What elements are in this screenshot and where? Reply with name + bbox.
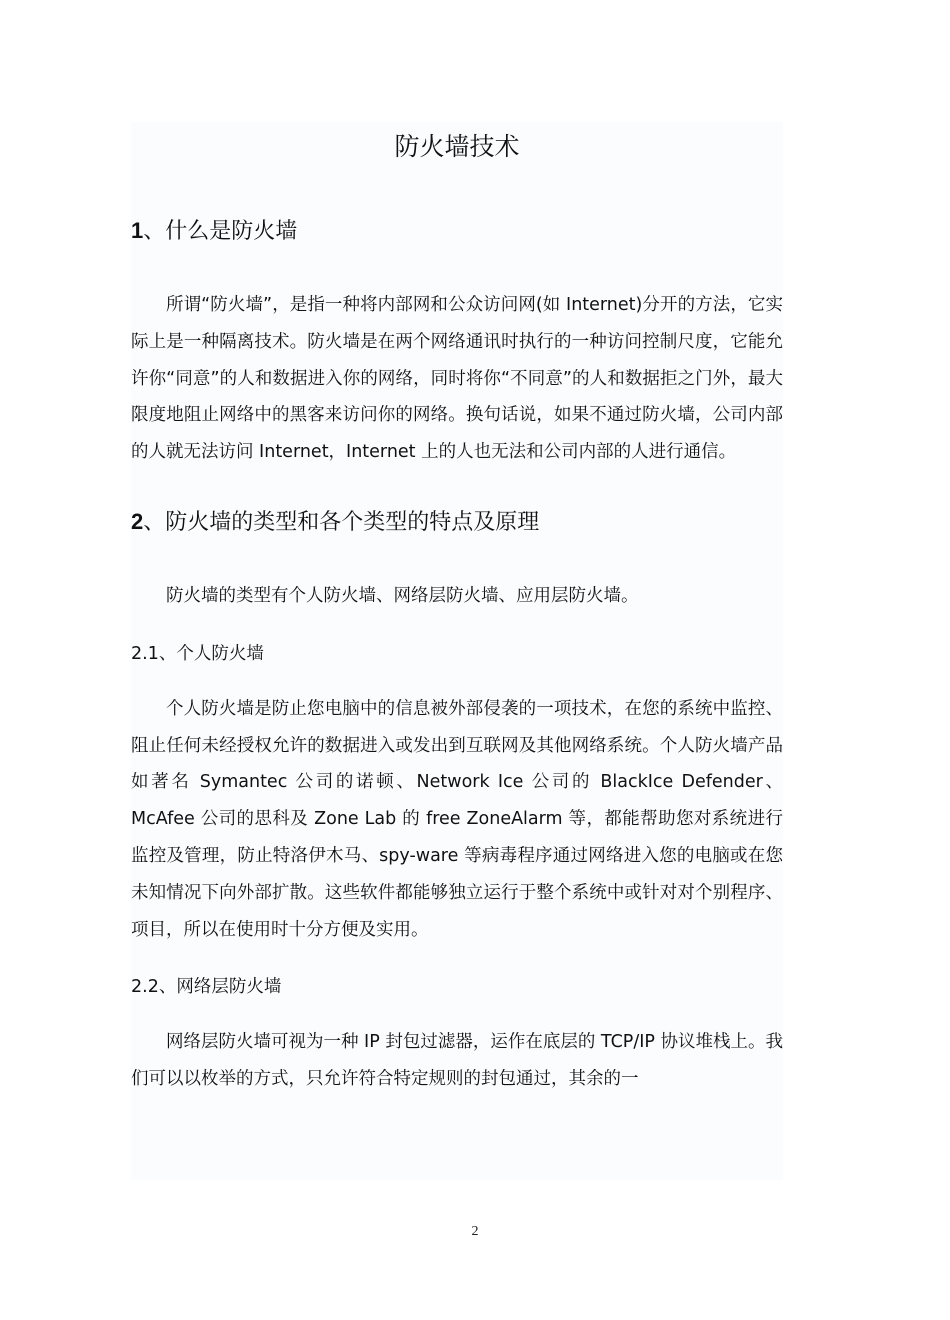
section-heading-text: 、什么是防火墙 xyxy=(143,219,298,244)
section-number: 2 xyxy=(131,508,144,534)
section-heading-1 xyxy=(131,216,783,247)
subsection-heading-2-1: 2.1、个人防火墙 xyxy=(131,643,264,664)
section-number: 1 xyxy=(131,218,144,243)
page-number: 2 xyxy=(471,1224,479,1239)
subsection-2-1-paragraph: 个人防火墙是防止您电脑中的信息被外部侵袭的一项技术，在您的系统中监控、阻止任何未经授权允许的数据进入或发出到互联网及其他网络系统。个人防火墙产品如著名 Symantec 公司的诺顿、Network Ice 公司的 BlackIce Defender、McAfee 公司的思科及 Zone Lab 的 free ZoneAlarm 等，都能帮助您对系统进行监控及管理，防止特洛伊木马、spy-ware 等病毒程序通过网络进入您的电脑或在您未知情况下向外部扩散。这些软件都能够独立运行于整个系统中或针对对个别程序、项目，所以在使用时十分方便及实用。 xyxy=(131,698,783,940)
document-page xyxy=(131,122,783,1180)
subsection-heading-2-2: 2.2、网络层防火墙 xyxy=(131,977,282,998)
section-2-paragraph: 防火墙的类型有个人防火墙、网络层防火墙、应用层防火墙。 xyxy=(166,585,639,606)
section-heading-text: 、防火墙的类型和各个类型的特点及原理 xyxy=(143,509,540,535)
page-title: 防火墙技术 xyxy=(394,132,520,161)
section-1-paragraph: 所谓“防火墙”，是指一种将内部网和公众访问网(如 Internet)分开的方法，它实际上是一种隔离技术。防火墙是在两个网络通讯时执行的一种访问控制尺度，它能允许你“同意”的人和数据进入你的网络，同时将你“不同意”的人和数据拒之门外，最大限度地阻止网络中的黑客来访问你的网络。换句话说，如果不通过防火墙，公司内部的人就无法访问 Internet，Internet 上的人也无法和公司内部的人进行通信。 xyxy=(131,295,783,463)
subsection-2-2-paragraph: 网络层防火墙可视为一种 IP 封包过滤器，运作在底层的 TCP/IP 协议堆栈上。我们可以以枚举的方式，只允许符合特定规则的封包通过，其余的一 xyxy=(131,1032,784,1090)
section-heading-2 xyxy=(131,507,783,538)
